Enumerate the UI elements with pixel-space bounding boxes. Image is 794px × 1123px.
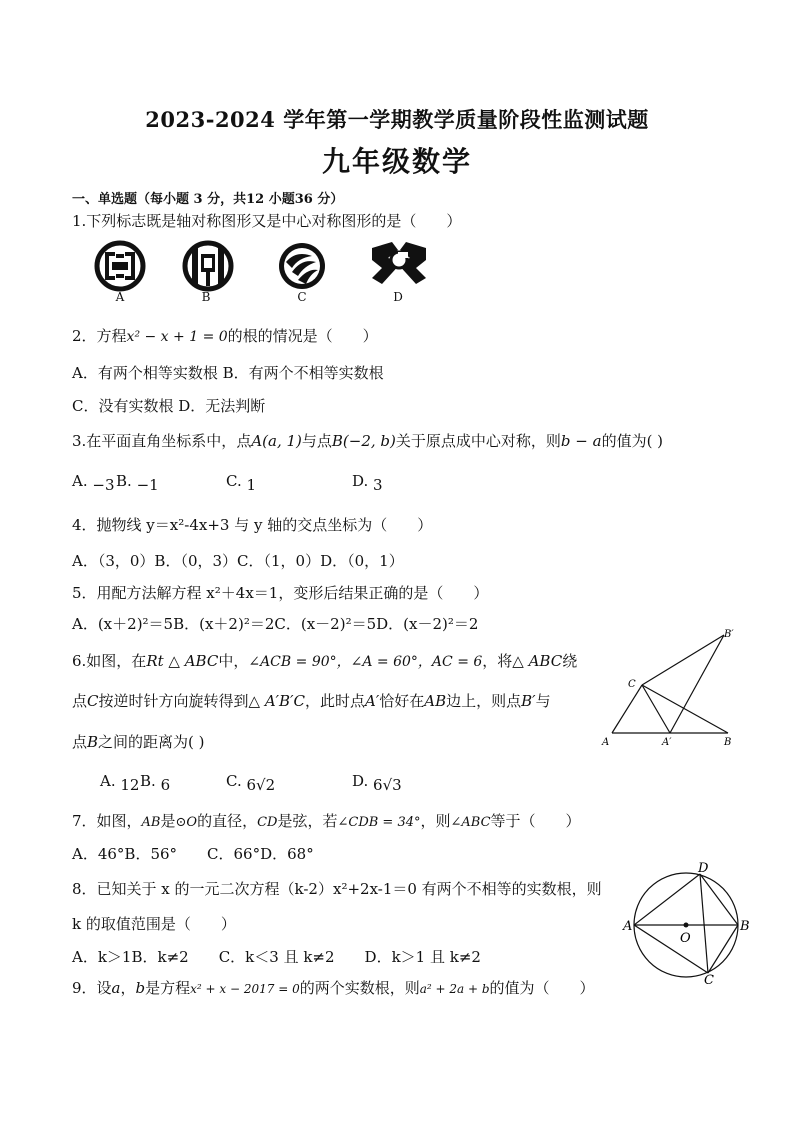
q7-figure <box>620 860 755 985</box>
q3-option-c <box>226 472 257 494</box>
q9-mid: 是方程 <box>145 979 191 997</box>
q6-triangle: Rt △ ABC <box>146 652 219 670</box>
q3-option-d-label: D. <box>352 472 369 490</box>
q2-prefix: 2．方程 <box>72 327 127 345</box>
q6-option-b-label: B. <box>140 772 156 790</box>
question-2 <box>72 325 378 346</box>
q6-l1-pre: 6.如图，在 <box>72 652 147 670</box>
logo-a-icon <box>90 240 150 292</box>
q4-options: A．（3，0）B．（0，3）C．（1，0）D．（0，1） <box>72 552 404 570</box>
q2-suffix: 的根的情况是（ ） <box>227 327 378 345</box>
q6-l2-post: 边上，则点 <box>446 692 522 710</box>
q6-l3-post: 之间的距离为( ) <box>98 733 205 751</box>
q5-options: A．(x＋2)²＝5B．(x＋2)²＝2C．(x－2)²＝5D．(x－2)²＝2 <box>72 615 479 633</box>
question-6-line2 <box>72 690 551 711</box>
q6-l2-mid: 按逆时针方向旋转得到 <box>98 692 249 710</box>
q9-expression: a² + 2a + b <box>419 982 490 996</box>
q9-var-a: a <box>111 979 121 997</box>
q7-fig-center-dot <box>684 923 689 928</box>
q6-figure <box>596 625 746 750</box>
logo-c-icon <box>272 240 332 292</box>
q7-ab: AB <box>141 815 161 830</box>
q3-expression: b − a <box>560 432 602 450</box>
q7-circle: ⊙O <box>175 815 198 830</box>
q6-l1-post: 绕 <box>562 652 578 670</box>
logo-label-a: A <box>115 290 125 304</box>
q6-point-a-prime: A′ <box>364 692 380 710</box>
q9-suffix: 的值为（ ） <box>489 979 595 997</box>
question-6-line3 <box>72 731 205 752</box>
section-heading: 一、单选题（每小题 3 分，共12 小题36 分） <box>72 192 344 207</box>
q3-mid2: 关于原点成中心对称，则 <box>395 432 561 450</box>
q7-prefix: 7．如图， <box>72 812 142 830</box>
question-5: 5．用配方法解方程 x²＋4x＝1，变形后结果正确的是（ ） <box>72 584 489 602</box>
question-4: 4．抛物线 y＝x²-4x+3 与 y 轴的交点坐标为（ ） <box>72 516 433 534</box>
q6-point-b: B <box>87 733 99 751</box>
q6-fig-label-b-prime: B′ <box>724 629 734 640</box>
q3-option-b-value: −1 <box>136 476 159 494</box>
q6-option-d-label: D. <box>352 772 369 790</box>
q6-option-a-label: A. <box>100 772 116 790</box>
question-7 <box>72 810 581 831</box>
question-1: 1.下列标志既是轴对称图形又是中心对称图形的是（ ） <box>72 212 462 230</box>
q6-option-b <box>140 772 171 794</box>
q9-equation: x² + x − 2017 = 0 <box>190 982 300 996</box>
q6-option-d <box>352 772 402 794</box>
q6-l2-pre: 点 <box>72 692 88 710</box>
logo-d-icon <box>368 238 430 292</box>
q6-l2-mid3: 恰好在 <box>379 692 425 710</box>
q6-fig-label-a: A <box>602 737 610 748</box>
q9-mid2: 的两个实数根，则 <box>299 979 420 997</box>
q3-prefix: 3.在平面直角坐标系中，点 <box>72 432 252 450</box>
q7-ask: ∠ABC <box>450 815 491 830</box>
q6-fig-label-c: C <box>628 679 636 690</box>
q7-cd: CD <box>257 815 278 830</box>
q7-mid: 是 <box>160 812 176 830</box>
q6-option-d-value: 6√3 <box>373 776 402 794</box>
q7-suffix: 等于（ ） <box>490 812 581 830</box>
q3-option-a <box>72 472 115 494</box>
q3-point-a: A(a, 1) <box>251 432 302 450</box>
q7-fig-label-d: D <box>698 861 709 876</box>
q3-mid: 与点 <box>301 432 332 450</box>
q6-option-c-value: 6√2 <box>246 776 276 794</box>
q3-option-d <box>352 472 383 494</box>
q8-options: A．k＞1B．k≠2 C．k＜3 且 k≠2 D．k＞1 且 k≠2 <box>72 948 481 966</box>
q3-suffix: 的值为( ) <box>601 432 664 450</box>
question-6-line1 <box>72 650 577 671</box>
q6-l2-end: 与 <box>535 692 551 710</box>
exam-subtitle: 九年级数学 <box>321 145 472 178</box>
question-9 <box>72 977 595 998</box>
q2-options-row1: A．有两个相等实数根 B．有两个不相等实数根 <box>72 364 384 382</box>
q3-option-c-value: 1 <box>246 476 257 494</box>
q6-point-b-prime: B′ <box>521 692 536 710</box>
q6-point-c: C <box>87 692 99 710</box>
q6-segment-ab: AB <box>424 692 447 710</box>
q6-fig-label-b: B <box>724 737 732 748</box>
q6-fig-label-a-prime: A′ <box>662 737 672 748</box>
q6-option-c-label: C. <box>226 772 242 790</box>
q9-comma: ， <box>120 979 136 997</box>
q6-option-a-value: 12 <box>120 776 140 794</box>
logo-b-icon <box>178 240 238 292</box>
q3-option-a-label: A. <box>72 472 88 490</box>
q6-option-b-value: 6 <box>160 776 171 794</box>
q6-l3-pre: 点 <box>72 733 88 751</box>
question-8-line2: k 的取值范围是（ ） <box>72 915 236 933</box>
q3-option-a-value: −3 <box>92 476 115 494</box>
q6-l1-mid: 中， <box>218 652 249 670</box>
logo-label-c: C <box>297 290 307 304</box>
q6-triangle-abc: △ ABC <box>512 652 563 670</box>
q6-l2-mid2: ，此时点 <box>304 692 365 710</box>
q3-option-b <box>116 472 159 494</box>
question-8-line1: 8．已知关于 x 的一元二次方程（k-2）x²+2x-1＝0 有两个不相等的实数根，则 <box>72 880 602 898</box>
q7-mid3: 是弦，若 <box>277 812 338 830</box>
q6-option-a <box>100 772 140 794</box>
q2-options-row2: C．没有实数根 D．无法判断 <box>72 397 266 415</box>
q9-var-b: b <box>135 979 146 997</box>
q2-equation: x² − x + 1 = 0 <box>126 329 228 345</box>
logo-label-b: B <box>201 290 211 304</box>
q7-options: A．46°B．56° C．66°D．68° <box>72 845 314 863</box>
q9-prefix: 9．设 <box>72 979 112 997</box>
q3-point-b: B(−2, b) <box>331 432 396 450</box>
q7-mid2: 的直径， <box>197 812 258 830</box>
question-3 <box>72 430 663 451</box>
q7-mid4: ，则 <box>420 812 451 830</box>
q6-l1-mid2: ，将 <box>482 652 513 670</box>
q6-triangle-rotated: △ A′B′C <box>248 692 305 710</box>
q3-option-b-label: B. <box>116 472 132 490</box>
q7-fig-label-a: A <box>623 919 633 934</box>
exam-title: 2023-2024 学年第一学期教学质量阶段性监测试题 <box>145 107 649 132</box>
q7-condition: ∠CDB = 34° <box>337 815 421 830</box>
q6-option-c <box>226 772 276 794</box>
q3-option-d-value: 3 <box>373 476 383 494</box>
q6-conditions: ∠ACB = 90°，∠A = 60°，AC = 6 <box>248 654 483 670</box>
logo-label-d: D <box>393 290 403 304</box>
q3-option-c-label: C. <box>226 472 242 490</box>
q7-fig-label-o: O <box>680 931 691 946</box>
q7-fig-label-c: C <box>704 973 714 985</box>
q7-fig-label-b: B <box>740 919 750 934</box>
